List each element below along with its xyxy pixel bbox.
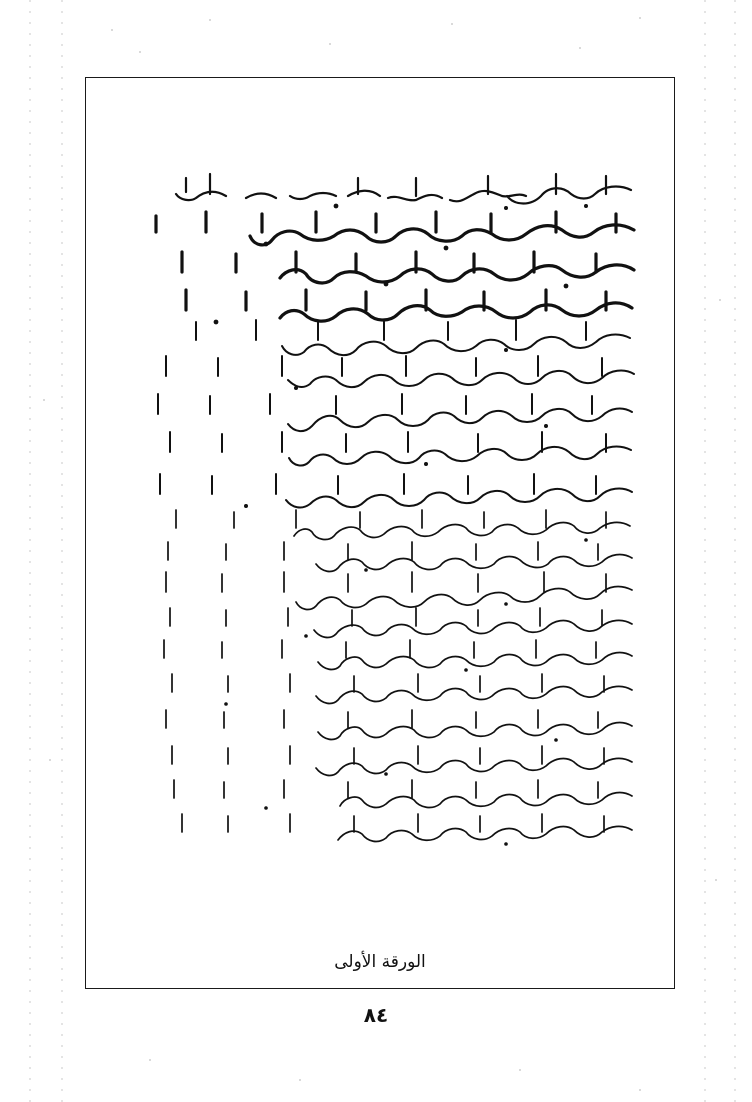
page-number: ٨٤	[363, 1003, 389, 1027]
page-caption: الورقة الأولى	[334, 952, 426, 972]
manuscript-image	[86, 78, 676, 938]
manuscript-frame	[85, 77, 675, 989]
